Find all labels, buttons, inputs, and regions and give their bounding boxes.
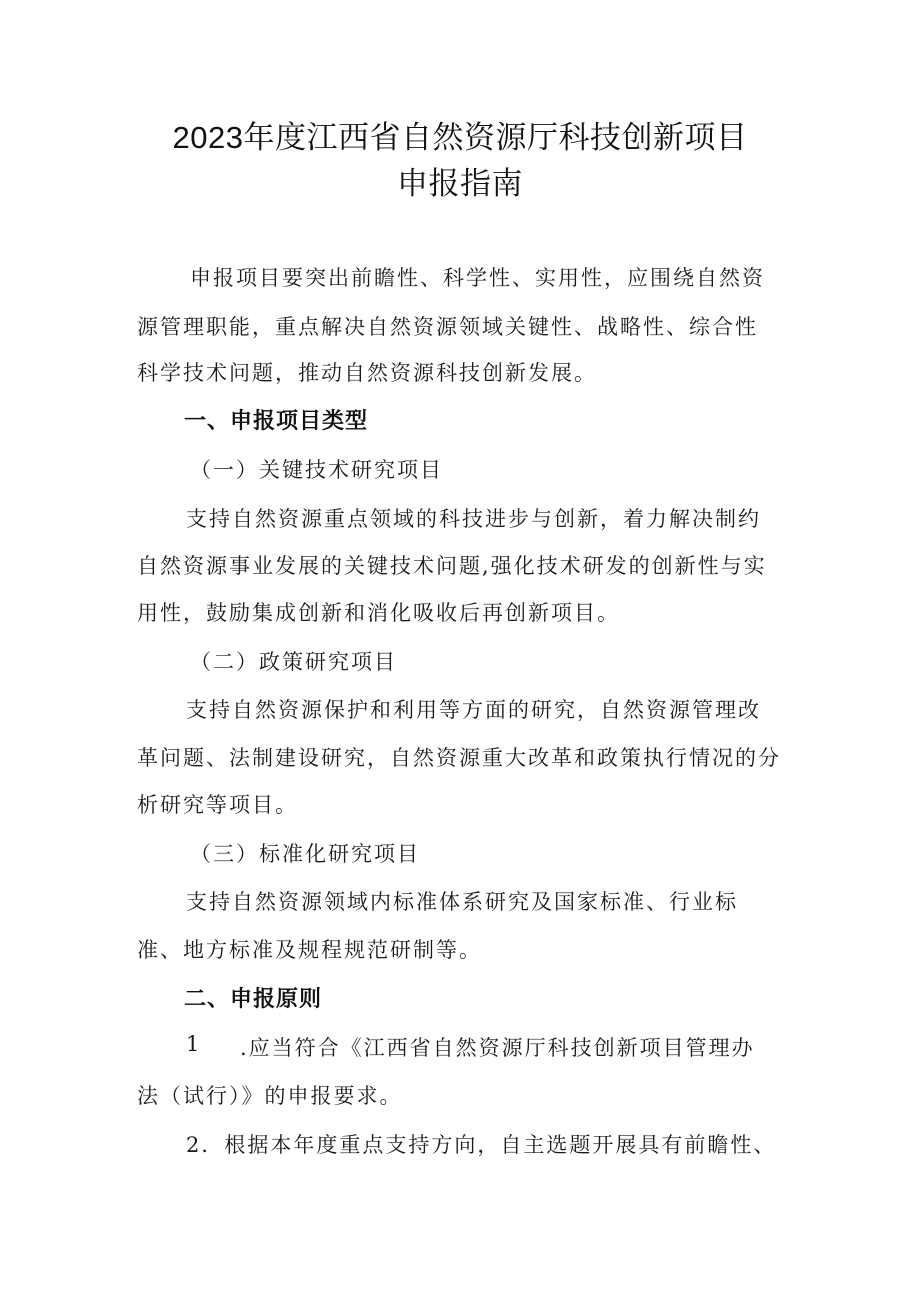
principle-1-number: 1 (186, 1032, 202, 1056)
intro-line-3: 科学技术问题，推动自然资源科技创新发展。 (137, 361, 597, 385)
subsection-3-heading: （三）标准化研究项目 (190, 842, 420, 866)
subsection-3-line-1: 支持自然资源领域内标准体系研究及国家标准、行业标 (186, 890, 738, 914)
section-1-heading: 一、申报项目类型 (184, 409, 369, 434)
principle-1-line-1: .应当符合《江西省自然资源厅科技创新项目管理办 (240, 1036, 755, 1060)
subsection-2-line-1: 支持自然资源保护和利用等方面的研究，自然资源管理改 (186, 698, 761, 722)
subsection-1-heading: （一）关键技术研究项目 (190, 458, 443, 482)
principle-2-line-1: 2．根据本年度重点支持方向，自主选题开展具有前瞻性、 (186, 1133, 777, 1157)
subsection-2-heading: （二）政策研究项目 (190, 650, 397, 674)
document-title-line-2: 申报指南 (397, 166, 523, 201)
subsection-3-line-2: 准、地方标准及规程规范研制等。 (137, 938, 482, 962)
subsection-2-line-3: 析研究等项目。 (137, 793, 298, 817)
document-title-line-1: 2023年度江西省自然资源厅科技创新项目 (172, 120, 748, 155)
section-2-heading: 二、申报原则 (184, 987, 323, 1012)
subsection-2-line-2: 革问题、法制建设研究，自然资源重大改革和政策执行情况的分 (137, 746, 781, 770)
subsection-1-line-2: 自然资源事业发展的关键技术问题,强化技术研发的创新性与实 (137, 554, 767, 578)
subsection-1-line-1: 支持自然资源重点领域的科技进步与创新，着力解决制约 (186, 507, 761, 531)
intro-line-1: 申报项目要突出前瞻性、科学性、实用性，应围绕自然资 (190, 266, 765, 290)
principle-1-line-2: 法（试行）》的申报要求。 (137, 1084, 403, 1108)
intro-line-2: 源管理职能，重点解决自然资源领域关键性、战略性、综合性 (137, 315, 758, 339)
subsection-1-line-3: 用性，鼓励集成创新和消化吸收后再创新项目。 (137, 601, 620, 625)
